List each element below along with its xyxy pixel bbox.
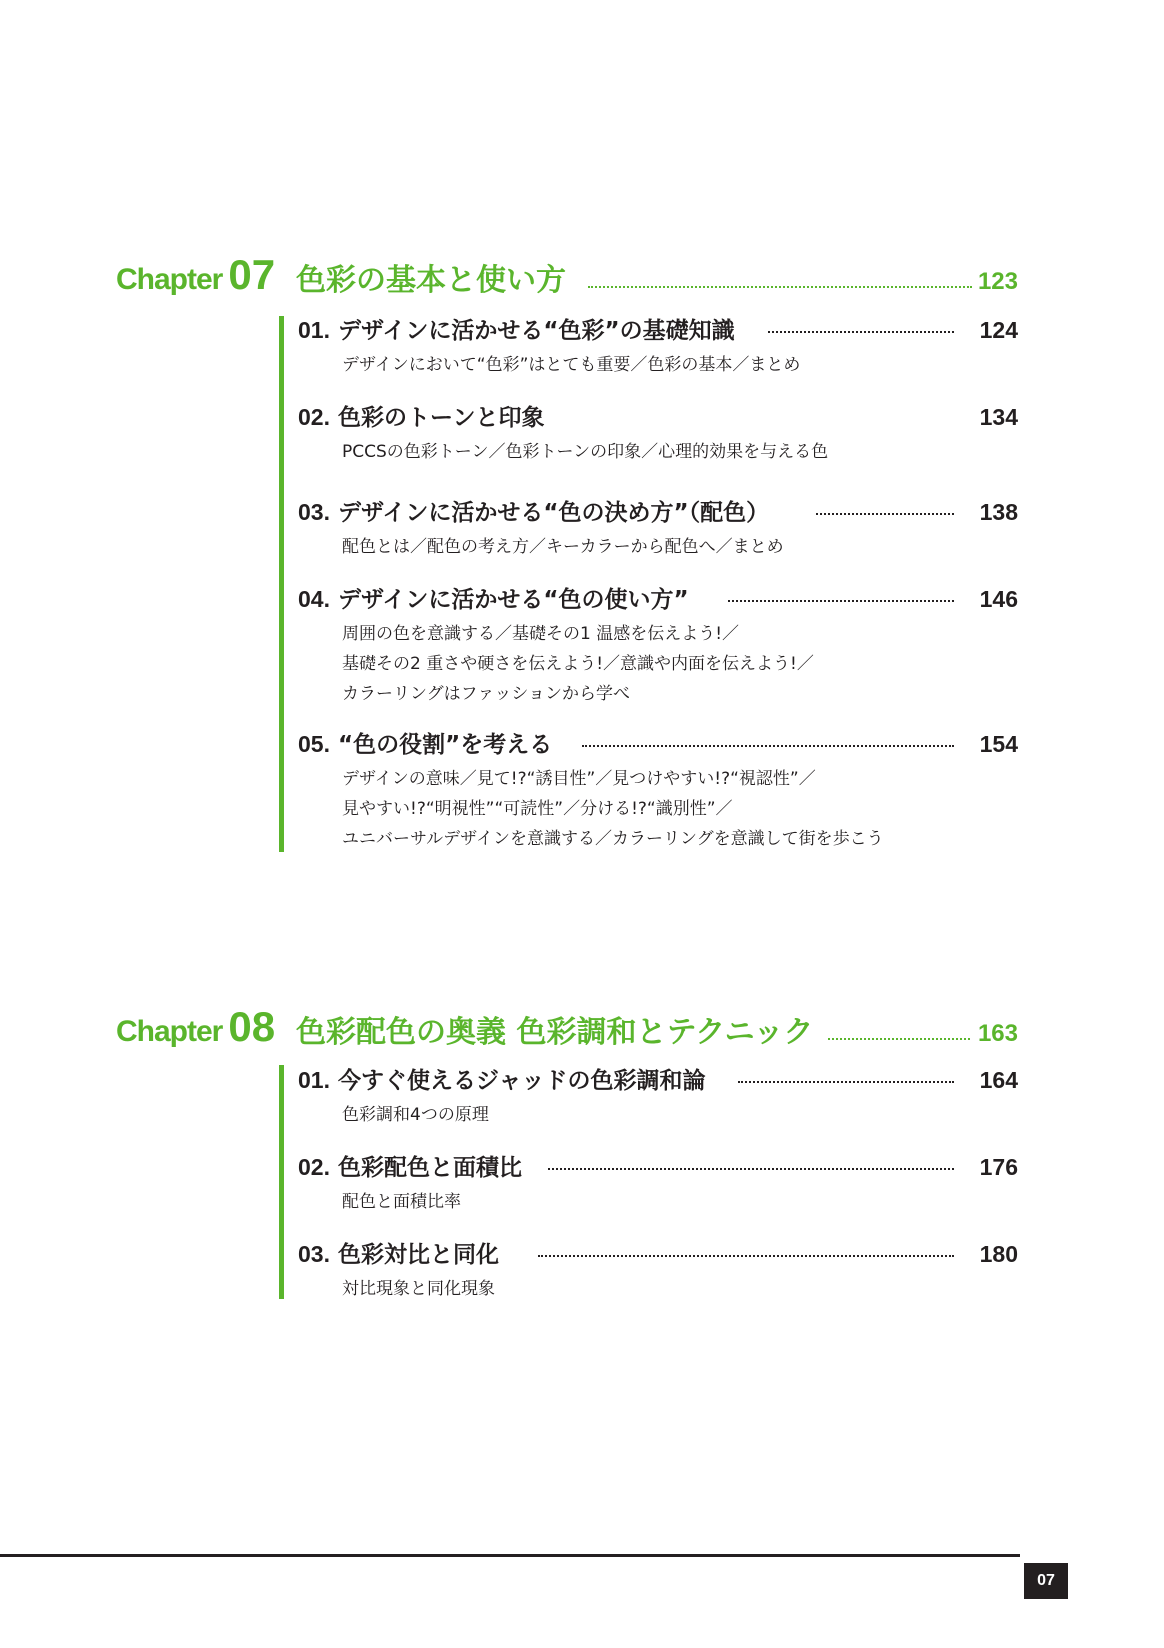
section-title-text: デザインに活かせる“色彩”の基礎知識 (337, 318, 735, 344)
chapter-word: Chapter (116, 1015, 223, 1048)
section-subtopics: デザインの意味／見て!?“誘目性”／見つけやすい!?“視認性”／ (342, 769, 816, 789)
section-subtopics: カラーリングはファッションから学べ (342, 684, 630, 704)
section-page-number: 164 (979, 1067, 1018, 1093)
leader-dots (582, 745, 954, 747)
section-title[interactable] (298, 495, 781, 530)
section-page-number: 180 (979, 1241, 1018, 1267)
chapter-label (116, 251, 276, 298)
chapter-leader-dots (828, 1038, 970, 1040)
toc-entry[interactable] (298, 1063, 1018, 1130)
section-number: 03. (298, 1241, 330, 1267)
section-title[interactable] (298, 1063, 718, 1098)
section-number: 02. (298, 1154, 330, 1180)
chapter-title[interactable]: 色彩配色の奥義 色彩調和とテクニック (296, 1015, 814, 1050)
page-folio: 07 (1024, 1563, 1068, 1599)
toc-entry[interactable] (298, 400, 1018, 467)
section-title[interactable] (298, 1150, 534, 1185)
section-number: 04. (298, 586, 330, 612)
section-title[interactable] (298, 400, 557, 435)
section-title-text: 色彩配色と面積比 (337, 1155, 522, 1181)
leader-dots (538, 1255, 954, 1257)
section-subtopics: 配色とは／配色の考え方／キーカラーから配色へ／まとめ (342, 537, 784, 557)
chapter-leader-dots (588, 286, 972, 288)
section-title-text: 今すぐ使えるジャッドの色彩調和論 (337, 1068, 706, 1094)
chapter-word: Chapter (116, 263, 223, 296)
section-page-number: 176 (979, 1154, 1018, 1180)
section-page-number: 134 (979, 404, 1018, 430)
section-subtopics: 対比現象と同化現象 (342, 1279, 495, 1299)
chapter-heading (0, 998, 1164, 1048)
toc-entry[interactable] (298, 313, 1018, 380)
leader-dots (738, 1081, 954, 1083)
section-subtopics: 基礎その2 重さや硬さを伝えよう!／意識や内面を伝えよう!／ (342, 654, 814, 674)
section-subtopics: PCCSの色彩トーン／色彩トーンの印象／心理的効果を与える色 (342, 442, 829, 462)
section-number: 01. (298, 1067, 330, 1093)
leader-dots (816, 513, 954, 515)
section-subtopics: デザインにおいて“色彩”はとても重要／色彩の基本／まとめ (342, 355, 801, 375)
section-number: 03. (298, 499, 330, 525)
section-title-text: デザインに活かせる“色の決め方”（配色） (337, 500, 770, 526)
chapter-page-number: 163 (977, 1020, 1018, 1047)
leader-dots (768, 331, 954, 333)
section-title[interactable] (298, 313, 747, 348)
section-title[interactable] (298, 582, 701, 617)
section-subtopics: ユニバーサルデザインを意識する／カラーリングを意識して街を歩こう (342, 829, 884, 849)
chapter-rule (279, 316, 284, 852)
section-page-number: 146 (979, 586, 1018, 612)
section-number: 02. (298, 404, 330, 430)
section-subtopics: 見やすい!?“明視性”“可読性”／分ける!?“識別性”／ (342, 799, 733, 819)
section-title-text: 色彩対比と同化 (337, 1242, 499, 1268)
section-title[interactable] (298, 727, 564, 762)
toc-entry[interactable] (298, 727, 1018, 854)
toc-entry[interactable] (298, 495, 1018, 562)
section-title[interactable] (298, 1237, 511, 1272)
toc-entry[interactable] (298, 1237, 1018, 1304)
chapter-rule (279, 1065, 284, 1299)
chapter-title[interactable]: 色彩の基本と使い方 (296, 263, 566, 298)
chapter-number: 08 (228, 1003, 276, 1050)
section-subtopics: 配色と面積比率 (342, 1192, 461, 1212)
chapter-heading (0, 246, 1164, 296)
toc-entry[interactable] (298, 582, 1018, 709)
section-title-text: “色の役割”を考える (337, 732, 553, 758)
section-page-number: 138 (979, 499, 1018, 525)
section-subtopics: 周囲の色を意識する／基礎その1 温感を伝えよう!／ (342, 624, 740, 644)
section-title-text: 色彩のトーンと印象 (337, 405, 545, 431)
leader-dots (548, 1168, 954, 1170)
chapter-label (116, 1003, 276, 1050)
chapter-number: 07 (228, 251, 276, 298)
leader-dots (728, 600, 954, 602)
toc-entry[interactable] (298, 1150, 1018, 1217)
chapter-page-number: 123 (977, 268, 1018, 295)
section-page-number: 124 (979, 317, 1018, 343)
section-number: 05. (298, 731, 330, 757)
section-subtopics: 色彩調和4つの原理 (342, 1105, 489, 1125)
footer-rule (0, 1554, 1020, 1557)
section-title-text: デザインに活かせる“色の使い方” (337, 587, 689, 613)
section-page-number: 154 (979, 731, 1018, 757)
section-number: 01. (298, 317, 330, 343)
